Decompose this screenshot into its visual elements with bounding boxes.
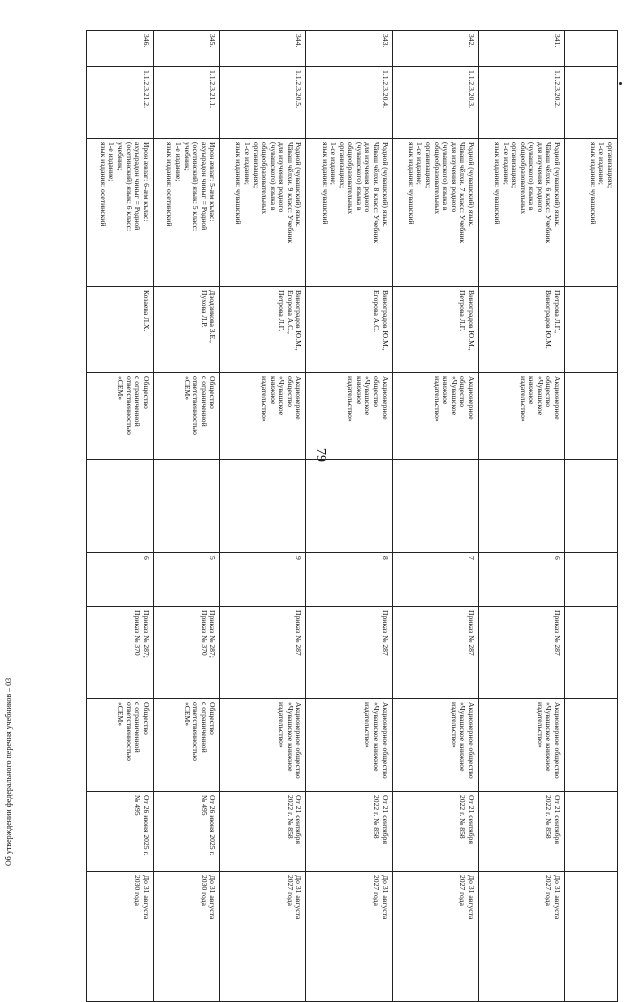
text-line: Акционерное	[380, 376, 390, 420]
text-line: «Чувашское книжное	[285, 702, 295, 772]
text-line: язык издания: осетинский	[98, 142, 108, 227]
text-line: Виноградов Ю.М.,	[294, 290, 304, 351]
table-row	[478, 31, 564, 1002]
text-line: издательство»	[432, 376, 442, 422]
text-line: ответственностью	[124, 702, 134, 761]
text-line: Виноградов Ю.М.,	[380, 290, 390, 351]
text-line: с ограниченной	[133, 702, 143, 753]
continuation-row	[565, 31, 618, 1002]
text-line: «СЕМ»	[115, 702, 125, 727]
text-line: общеобразовательных	[432, 142, 442, 215]
cell-number: 346.	[87, 31, 154, 67]
text-line: Приказ № 370	[133, 610, 143, 656]
text-line: Приказ № 370	[199, 610, 209, 656]
text-line: 2027 года	[544, 875, 554, 906]
cell-publisher	[306, 373, 392, 460]
cell-name	[392, 139, 478, 287]
textbook-register-table	[86, 30, 618, 1002]
text-line: язык издания: чувашский	[406, 142, 416, 225]
text-line: организациях;	[606, 142, 615, 189]
table-row	[153, 31, 220, 1002]
stray-mark	[619, 82, 622, 85]
text-line: издательство»	[277, 702, 287, 748]
cell-authors	[153, 287, 220, 373]
cell-number: 341.	[478, 31, 564, 67]
cell-rights-holder	[392, 699, 478, 792]
cell-empty	[87, 460, 154, 553]
text-line: с ограниченной	[199, 702, 209, 753]
text-line: «Чувашское книжное	[458, 702, 468, 772]
text-line: организациях;	[337, 142, 347, 189]
cell-order	[306, 607, 392, 699]
text-line: До 31 августа	[294, 875, 304, 920]
text-line: 1-е издание;	[174, 142, 183, 182]
text-line: книжное	[441, 376, 451, 405]
cell-order	[478, 607, 564, 699]
text-line: Акционерное общество	[294, 702, 304, 779]
cell-name	[478, 139, 564, 287]
text-line: 2022 г. № 858	[458, 795, 468, 839]
text-line: ответственностью	[191, 702, 201, 761]
text-line: Общество	[208, 376, 218, 409]
text-line: Козаева Л.Х.	[141, 290, 151, 332]
text-line: с ограниченной	[199, 376, 209, 427]
text-line: издательство»	[363, 702, 373, 748]
cell-decision-date	[306, 792, 392, 872]
cell-part: 6	[87, 553, 154, 607]
text-line: 1-е издание;	[107, 142, 117, 182]
text-line: До 31 августа	[553, 875, 562, 920]
cell-decision-date	[392, 792, 478, 872]
cell-rights-holder	[306, 699, 392, 792]
text-line: «СЕМ»	[182, 702, 192, 727]
text-line: Акционерное	[466, 376, 476, 420]
text-line: Акционерное	[553, 376, 562, 420]
text-line: организациях;	[423, 142, 433, 189]
cell-authors	[220, 287, 306, 373]
text-line: для изучения родного	[277, 142, 287, 213]
text-line: Приказ № 287;	[141, 610, 151, 658]
text-line: От 21 сентября	[466, 795, 476, 844]
text-line: общество	[458, 376, 468, 408]
cell-code: 1.1.2.3.20.5.	[220, 67, 306, 139]
text-line: Общество	[208, 702, 218, 735]
cell-authors	[306, 287, 392, 373]
cell-rights-holder	[87, 699, 154, 792]
cell-code: 1.1.2.3.21.1.	[153, 67, 220, 139]
cell-decision-date	[478, 792, 564, 872]
footer	[4, 677, 34, 896]
text-line: (осетинский) язык: 6 класс:	[124, 142, 134, 232]
cell-authors	[392, 287, 478, 373]
cell-rights-holder	[478, 699, 564, 792]
text-line: язык издания: чувашский	[320, 142, 330, 225]
text-line: 1-се издание;	[415, 142, 425, 185]
cell-order	[392, 607, 478, 699]
text-line: 1-се издание;	[329, 142, 339, 185]
text-line: издательство»	[449, 702, 459, 748]
text-line: (чувашского) языка в	[268, 142, 278, 211]
cell-code: 1.1.2.3.20.4.	[306, 67, 392, 139]
text-line: Приказ № 287	[294, 610, 304, 656]
text-line: Приказ № 287;	[208, 610, 218, 658]
text-line: Петрова Л.Г.,	[553, 290, 562, 333]
text-line: Родной (чувашский) язык.	[553, 142, 562, 227]
cell-number: 342.	[392, 31, 478, 67]
cell-part: 5	[153, 553, 220, 607]
cell-decision-date	[153, 792, 220, 872]
cell-number: 343.	[306, 31, 392, 67]
text-line: 2022 г. № 858	[285, 795, 295, 839]
text-line: Общество	[141, 702, 151, 735]
text-line: До 31 августа	[380, 875, 390, 920]
text-line: От 21 сентября	[553, 795, 562, 844]
cell-empty	[220, 460, 306, 553]
text-line: общество	[544, 376, 554, 408]
text-line: До 31 августа	[466, 875, 476, 920]
text-line: Виноградов Ю.М.,	[466, 290, 476, 351]
text-line: «СЕМ»	[115, 376, 125, 401]
table-row	[87, 31, 154, 1002]
table-row	[392, 31, 478, 1002]
text-line: 2027 года	[285, 875, 295, 906]
rotated-table-container	[86, 30, 618, 920]
cell-decision-date	[87, 792, 154, 872]
cell-code: 1.1.2.3.21.2.	[87, 67, 154, 139]
text-line: (осетинский) язык: 5 класс:	[191, 142, 201, 232]
cell-valid-until	[87, 872, 154, 1002]
text-line: До 31 августа	[141, 875, 151, 920]
cell-part: 8	[306, 553, 392, 607]
cell-empty	[392, 460, 478, 553]
text-line: Виноградов Ю.М.	[544, 290, 554, 349]
text-line: «Чувашское	[277, 376, 287, 416]
text-line: ответственностью	[191, 376, 201, 435]
text-line: общеобразовательных	[518, 142, 528, 215]
text-line: язык издания: осетинский	[165, 142, 175, 227]
text-line: 1-се издание;	[243, 142, 253, 185]
text-line: язык издания: чувашский	[492, 142, 502, 225]
cell-valid-until	[392, 872, 478, 1002]
text-line: Чӑваш чӗлхи. 7 класс: Учебник	[458, 142, 468, 244]
cell-rights-holder	[153, 699, 220, 792]
text-line: для изучения родного	[535, 142, 545, 213]
cell-number: 345.	[153, 31, 220, 67]
cell-name	[565, 139, 618, 287]
cell-empty	[306, 460, 392, 553]
text-line: 2022 г. № 858	[372, 795, 382, 839]
text-line: Приказ № 287	[380, 610, 390, 656]
text-line: ответственностью	[124, 376, 134, 435]
text-line: № 495	[199, 795, 209, 816]
text-line: общество	[285, 376, 295, 408]
text-line: ахуырадон чиныг = Родной	[133, 142, 143, 231]
text-line: Родной (чувашский) язык.	[294, 142, 304, 227]
text-line: № 495	[133, 795, 143, 816]
cell-name	[220, 139, 306, 287]
cell-part: 6	[478, 553, 564, 607]
cell-valid-until	[153, 872, 220, 1002]
text-line: с ограниченной	[133, 376, 143, 427]
text-line: Егорова А.С.	[372, 290, 382, 333]
text-line: 2022 г. № 858	[544, 795, 554, 839]
text-line: От 26 июня 2025 г.	[208, 795, 218, 856]
cell-code: 1.1.2.3.20.3.	[392, 67, 478, 139]
text-line: Акционерное общество	[380, 702, 390, 779]
text-line: «Чувашское	[535, 376, 545, 416]
text-line: Приказ № 287	[466, 610, 476, 656]
text-line: От 21 сентября	[294, 795, 304, 844]
cell-part: 9	[220, 553, 306, 607]
text-line: «Чувашское книжное	[372, 702, 382, 772]
text-line: Ирон æвзаг: 5-æм кълас:	[208, 142, 218, 222]
text-line: «Чувашское	[363, 376, 373, 416]
text-line: Общество	[141, 376, 151, 409]
text-line: «СЕМ»	[182, 376, 192, 401]
text-line: (чувашского) языка в	[354, 142, 364, 211]
text-line: язык издания: чувашский	[234, 142, 244, 225]
text-line: книжное	[354, 376, 364, 405]
cell-publisher	[392, 373, 478, 460]
cell-publisher	[153, 373, 220, 460]
text-line: Петрова Л.Г.	[277, 290, 287, 332]
cell-publisher	[220, 373, 306, 460]
text-line: (чувашского) языка в	[527, 142, 537, 211]
text-line: От 26 июня 2025 г.	[141, 795, 151, 856]
text-line: 1-се издание;	[501, 142, 511, 185]
cell-valid-until	[220, 872, 306, 1002]
text-line: общеобразовательных	[260, 142, 270, 215]
text-line: Акционерное общество	[466, 702, 476, 779]
text-line: для изучения родного	[449, 142, 459, 213]
text-line: «Чувашское книжное	[544, 702, 554, 772]
cell-code	[565, 67, 618, 139]
text-line: книжное	[527, 376, 537, 405]
text-line: учебник;	[182, 142, 192, 171]
cell-code: 1.1.2.3.20.2.	[478, 67, 564, 139]
text-line: Акционерное	[294, 376, 304, 420]
text-line: издательство»	[518, 376, 528, 422]
text-line: 2030 года	[199, 875, 209, 906]
text-line: издательство»	[260, 376, 270, 422]
text-line: книжное	[268, 376, 278, 405]
page-number: 79	[313, 448, 328, 462]
text-line: Пухова Л.Р.	[199, 290, 209, 328]
cell-number: 344.	[220, 31, 306, 67]
cell-rights-holder	[220, 699, 306, 792]
cell-authors	[87, 287, 154, 373]
text-line: От 21 сентября	[380, 795, 390, 844]
text-line: Чӑваш чӗлхи. 9 класс: Учебник	[285, 142, 295, 244]
text-line: Акционерное общество	[553, 702, 562, 779]
text-line: для изучения родного	[363, 142, 373, 213]
cell-order	[220, 607, 306, 699]
cell-empty	[478, 460, 564, 553]
text-line: язык издания: чувашский	[588, 142, 598, 225]
cell-valid-until	[306, 872, 392, 1002]
cell-publisher	[87, 373, 154, 460]
text-line: Ирон æвзаг: 6-æм кълас:	[141, 142, 151, 222]
text-line: издательство»	[346, 376, 356, 422]
footer-text: Об утверждении федерального перечня учебников – 03	[4, 677, 13, 866]
cell-name	[153, 139, 220, 287]
cell-decision-date	[220, 792, 306, 872]
text-line: Родной (чувашский) язык.	[466, 142, 476, 227]
text-line: организациях;	[251, 142, 261, 189]
text-line: Егорова А.С.,	[285, 290, 295, 334]
cell-authors	[478, 287, 564, 373]
text-line: организациях;	[510, 142, 520, 189]
text-line: издательство»	[535, 702, 545, 748]
text-line: общеобразовательных	[346, 142, 356, 215]
text-line: (чувашского) языка в	[441, 142, 451, 211]
cell-name	[87, 139, 154, 287]
text-line: учебник;	[115, 142, 125, 171]
text-line: Чӑваш чӗлхи. 6 класс: Учебник	[544, 142, 554, 244]
cell-number	[565, 31, 618, 67]
table-row	[306, 31, 392, 1002]
text-line: Чӑваш чӗлхи. 8 класс: Учебник	[372, 142, 382, 244]
text-line: Приказ № 287	[553, 610, 562, 656]
cell-order	[87, 607, 154, 699]
text-line: Петрова Л.Г.	[458, 290, 468, 332]
text-line: 2027 года	[372, 875, 382, 906]
text-line: До 31 августа	[208, 875, 218, 920]
text-line: ахуырадон чиныг = Родной	[199, 142, 209, 231]
cell-valid-until	[478, 872, 564, 1002]
text-line: Дзодзикова З.Е.,	[208, 290, 218, 343]
text-line: «Чувашское	[449, 376, 459, 416]
cell-publisher	[478, 373, 564, 460]
cell-order	[153, 607, 220, 699]
table-row	[220, 31, 306, 1002]
text-line: 2030 года	[133, 875, 143, 906]
text-line: 1-се издание;	[597, 142, 607, 185]
cell-part: 7	[392, 553, 478, 607]
text-line: Родной (чувашский) язык.	[380, 142, 390, 227]
text-line: общество	[372, 376, 382, 408]
cell-name	[306, 139, 392, 287]
cell-empty	[153, 460, 220, 553]
text-line: 2027 года	[458, 875, 468, 906]
